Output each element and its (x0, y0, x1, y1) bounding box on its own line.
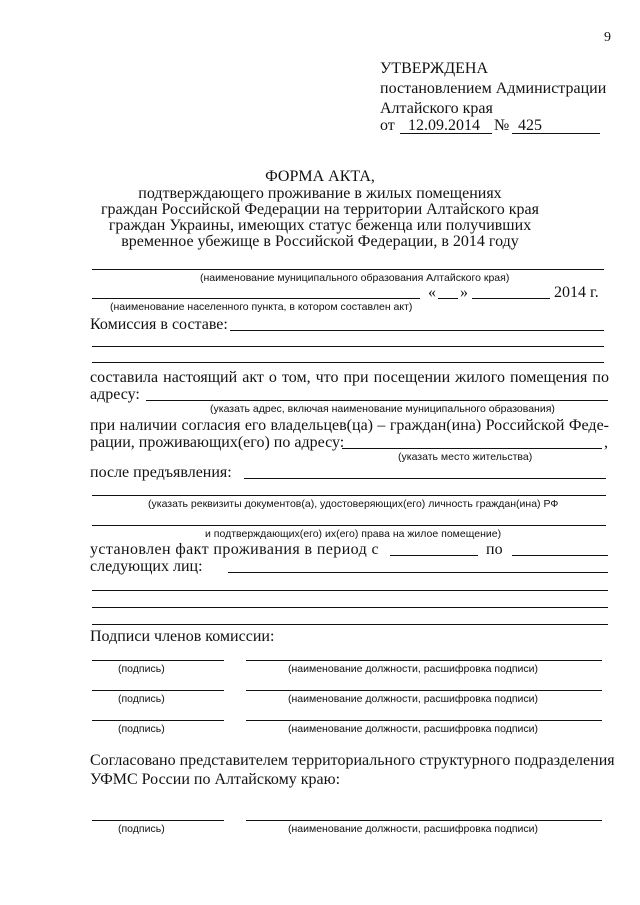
signature-field-4[interactable] (92, 820, 224, 821)
approval-number: 425 (518, 117, 542, 134)
form-subtitle-2: граждан Российской Федерации на территории Алтайского края (100, 201, 539, 218)
position-field-4[interactable] (246, 820, 602, 821)
position-field-1[interactable] (246, 660, 602, 661)
consent-line1: при наличии согласия его владельцев(ца) – граждан(ина) Российской Феде- (90, 417, 609, 434)
period-start-field[interactable] (390, 555, 478, 556)
approval-region: Алтайского края (380, 100, 493, 117)
approval-title: УТВЕРЖДЕНА (380, 60, 489, 77)
settlement-field[interactable] (92, 298, 420, 299)
documents-field-2[interactable] (92, 495, 606, 496)
address-field[interactable] (146, 400, 608, 401)
persons-field-3[interactable] (92, 607, 608, 608)
position-caption-1: (наименование должности, расшифровка подписи) (288, 663, 538, 675)
address-caption: (указать адрес, включая наименование муниципального образования) (210, 403, 555, 415)
residence-caption: (указать место жительства) (398, 451, 533, 463)
commission-field-2[interactable] (92, 346, 604, 347)
approval-decree: постановлением Администрации (380, 80, 607, 97)
period-to-label: по (486, 541, 503, 558)
position-caption-3: (наименование должности, расшифровка подписи) (288, 723, 538, 735)
form-title: ФОРМА АКТА, (265, 168, 375, 185)
act-text-line2: адресу: (90, 386, 140, 403)
agreed-line2: УФМС России по Алтайскому краю: (90, 771, 341, 788)
form-subtitle-4: временное убежище в Российской Федерации, в 2014 году (121, 233, 519, 250)
signature-caption-3: (подпись) (118, 723, 165, 735)
period-end-field[interactable] (512, 555, 608, 556)
date-month-field[interactable] (472, 298, 550, 299)
date-close-quote: » (460, 284, 468, 301)
municipality-caption: (наименование муниципального образования Алтайского края) (200, 272, 510, 284)
date-open-quote: « (428, 284, 436, 301)
persons-field-4[interactable] (92, 624, 608, 625)
period-label: установлен факт проживания в период с (90, 541, 380, 558)
act-text-line1: составила настоящий акт о том, что при посещении жилого помещения по (90, 369, 609, 386)
documents-field-1[interactable] (244, 478, 606, 479)
persons-label: следующих лиц: (90, 558, 203, 575)
date-day-field[interactable] (438, 298, 458, 299)
approval-date: 12.09.2014 (408, 117, 480, 134)
approval-number-sign: № (494, 117, 510, 134)
position-caption-2: (наименование должности, расшифровка подписи) (288, 693, 538, 705)
approval-date-underline (400, 133, 492, 134)
position-field-3[interactable] (246, 720, 602, 721)
signature-caption-4: (подпись) (118, 823, 165, 835)
signature-caption-2: (подпись) (118, 693, 165, 705)
date-year: 2014 г. (554, 284, 599, 301)
rights-caption: и подтверждающих(его) их(его) права на жилое помещение) (205, 528, 502, 540)
consent-line2: рации, проживающих(его) по адресу: (90, 434, 345, 451)
signature-field-3[interactable] (92, 720, 224, 721)
page-number: 9 (604, 30, 611, 45)
signatures-label: Подписи членов комиссии: (90, 628, 275, 645)
approval-number-underline (512, 133, 600, 134)
rights-field[interactable] (92, 525, 606, 526)
persons-field-1[interactable] (228, 572, 608, 573)
signature-field-2[interactable] (92, 690, 224, 691)
municipality-field[interactable] (92, 269, 604, 270)
commission-field-1[interactable] (230, 330, 604, 331)
approval-from-label: от (380, 117, 395, 134)
documents-caption: (указать реквизиты документов(а), удостоверяющих(его) личность граждан(ина) РФ (148, 498, 559, 510)
agreed-line1: Согласовано представителем территориального структурного подразделения (90, 752, 615, 769)
position-field-2[interactable] (246, 690, 602, 691)
residence-field[interactable] (342, 448, 602, 449)
commission-field-3[interactable] (92, 362, 604, 363)
form-subtitle-1: подтверждающего проживание в жилых помещениях (138, 185, 502, 202)
signature-caption-1: (подпись) (118, 663, 165, 675)
form-subtitle-3: граждан Украины, имеющих статус беженца или получивших (108, 217, 532, 234)
position-caption-4: (наименование должности, расшифровка подписи) (288, 823, 538, 835)
settlement-caption: (наименование населенного пункта, в котором составлен акт) (110, 301, 413, 313)
persons-field-2[interactable] (92, 590, 608, 591)
signature-field-1[interactable] (92, 660, 224, 661)
commission-label: Комиссия в составе: (90, 316, 228, 333)
consent-comma: , (604, 434, 608, 451)
presentation-label: после предъявления: (90, 464, 232, 481)
